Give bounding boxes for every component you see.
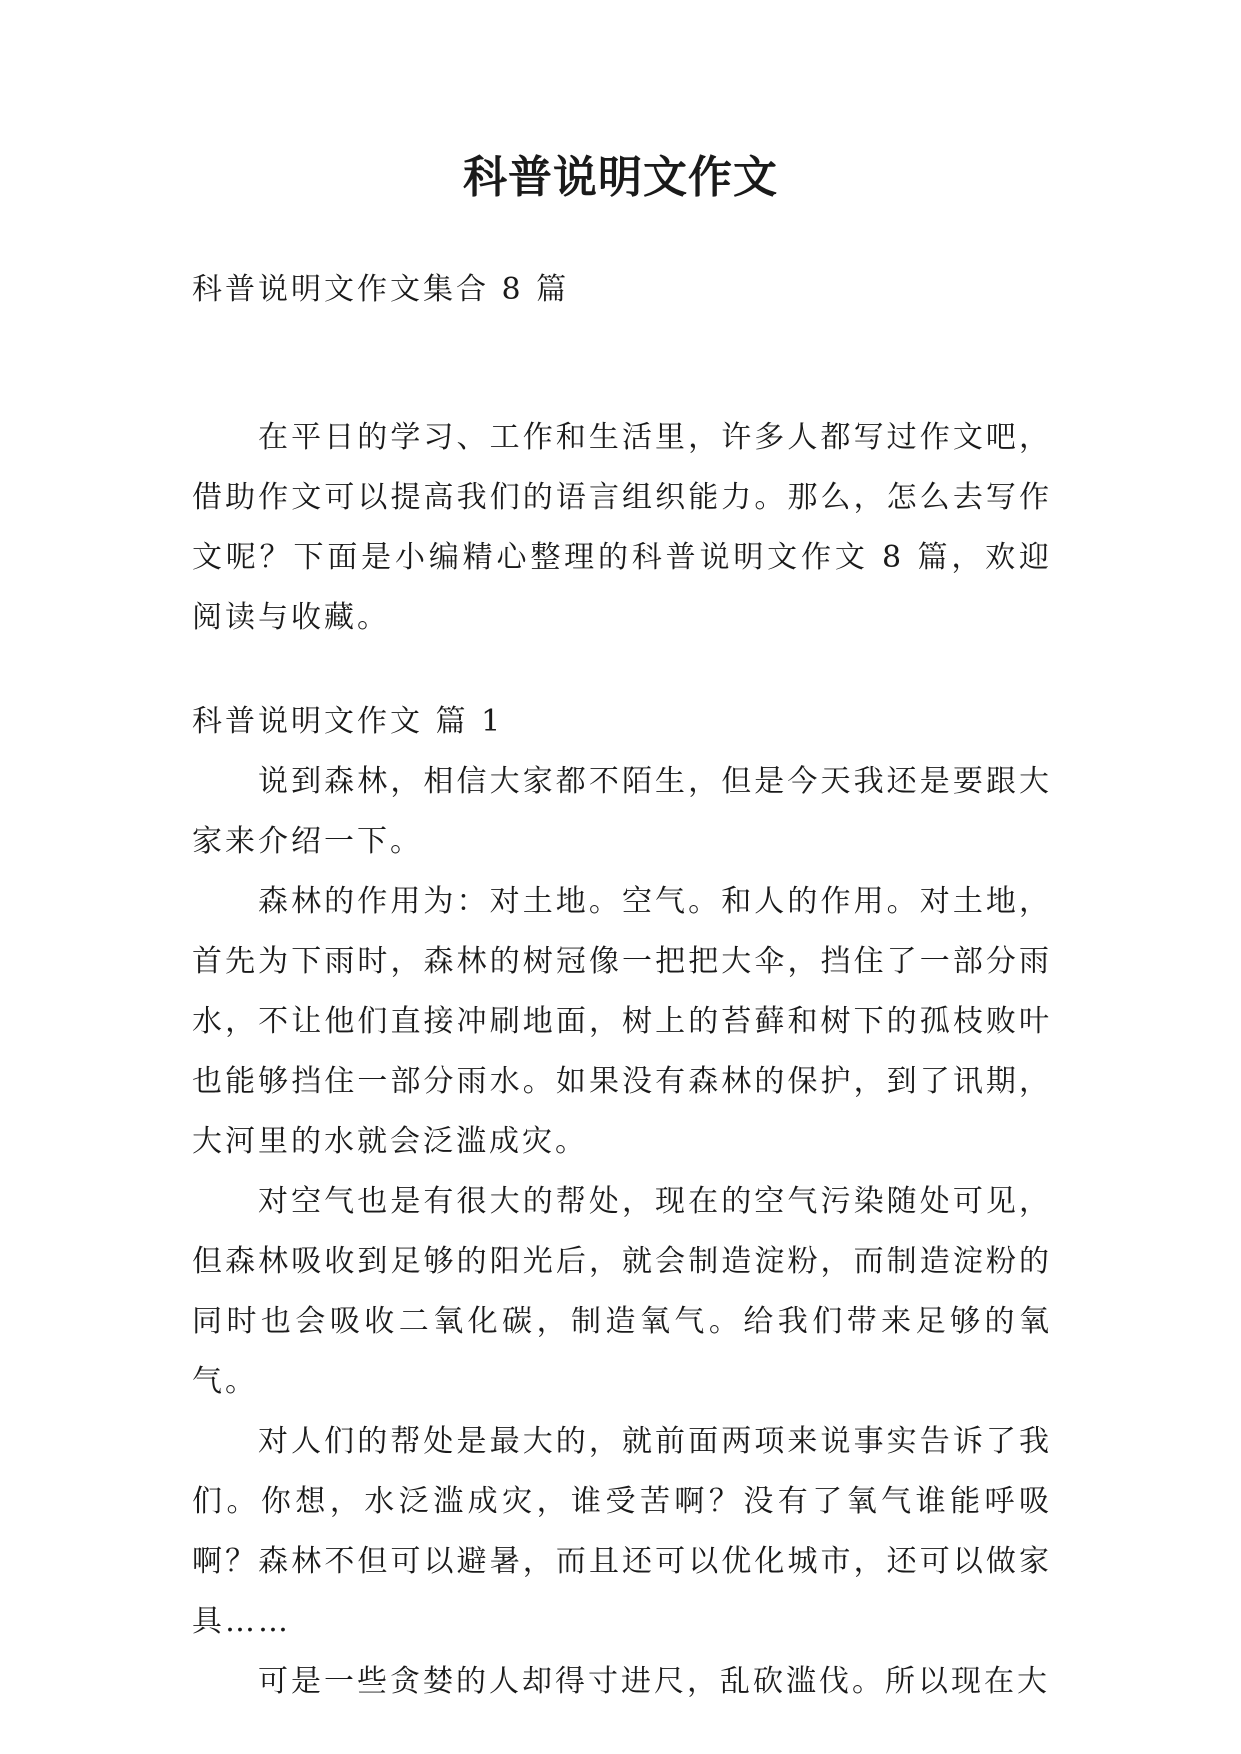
paragraph: 森林的作用为：对土地。空气。和人的作用。对土地，首先为下雨时，森林的树冠像一把把大伞，挡住了一部分雨水，不让他们直接冲刷地面，树上的苔藓和树下的孤枝败叶也能够挡住一部分雨水。如果没有森林的保护，到了讯期，大河里的水就会泛滥成灾。 bbox=[192, 884, 1052, 1159]
paragraph: 可是一些贪婪的人却得寸进尺，乱砍滥伐。所以现在大 bbox=[258, 1664, 1050, 1699]
intro-paragraph: 在平日的学习、工作和生活里，许多人都写过作文吧，借助作文可以提高我们的语言组织能力。那么，怎么去写作文呢？下面是小编精心整理的科普说明文作文 8 篇，欢迎阅读与收藏。 bbox=[192, 420, 1052, 635]
section-heading: 科普说明文作文 篇 1 bbox=[192, 704, 504, 739]
paragraph: 对人们的帮处是最大的，就前面两项来说事实告诉了我们。你想，水泛滥成灾，谁受苦啊？没有了氧气谁能呼吸啊？森林不但可以避暑，而且还可以优化城市，还可以做家具…… bbox=[192, 1424, 1052, 1639]
article-body bbox=[192, 752, 1052, 1712]
document-title: 科普说明文作文 bbox=[463, 152, 778, 203]
document-subtitle: 科普说明文作文集合 8 篇 bbox=[192, 272, 570, 307]
paragraph: 对空气也是有很大的帮处，现在的空气污染随处可见，但森林吸收到足够的阳光后，就会制造淀粉，而制造淀粉的同时也会吸收二氧化碳，制造氧气。给我们带来足够的氧气。 bbox=[192, 1184, 1052, 1399]
paragraph: 说到森林，相信大家都不陌生，但是今天我还是要跟大家来介绍一下。 bbox=[192, 764, 1052, 859]
